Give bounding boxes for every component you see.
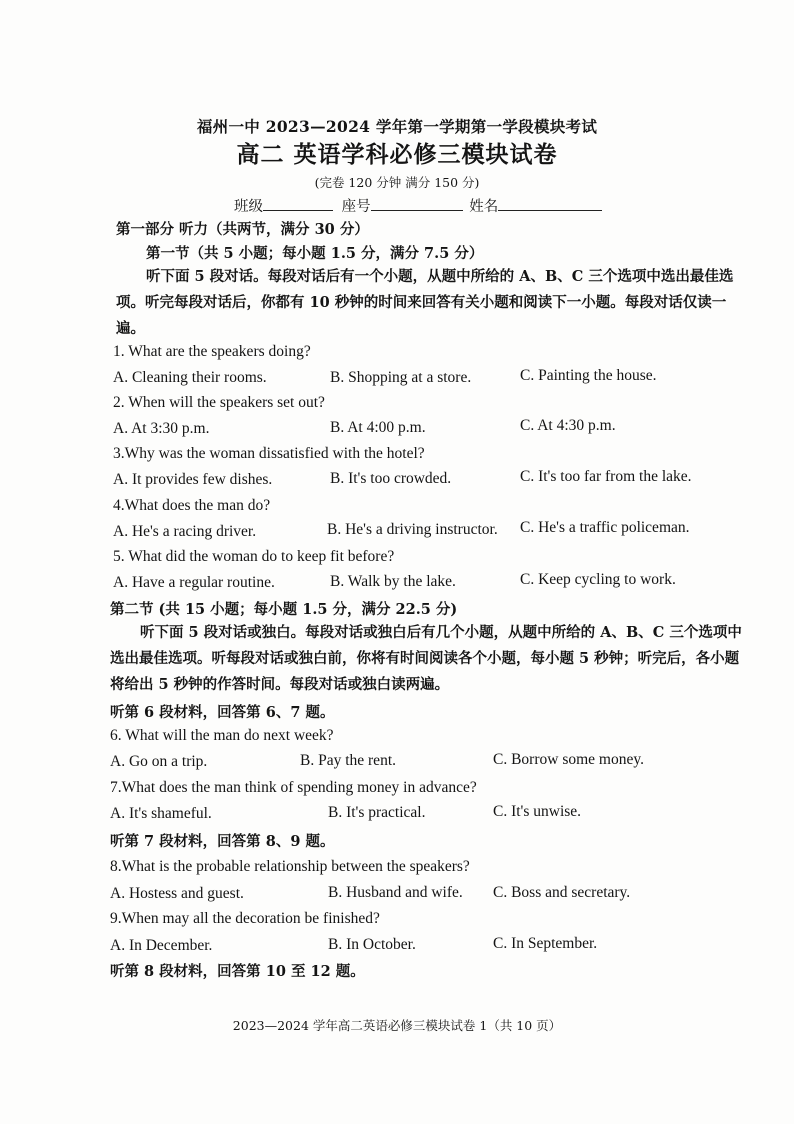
student-info-row — [234, 196, 602, 216]
q2-option-a: A. At 3:30 p.m. — [113, 420, 210, 437]
name-label: 姓名 — [469, 199, 499, 215]
question-1: 1. What are the speakers doing? — [113, 343, 311, 360]
q7-option-b: B. It's practical. — [328, 804, 426, 821]
section1-instructions: 听下面 5 段对话。每段对话后有一个小题，从题中所给的 A、B、C 三个选项中选出最佳选项。听完每段对话后，你都有 10 秒钟的时间来回答有关小题和阅读下一小题。每段对话仅读一遍。 — [116, 268, 734, 337]
question-9: 9.When may all the decoration be finished? — [110, 910, 380, 927]
exam-info: (完卷 120 分钟 满分 150 分) — [314, 175, 480, 190]
q2-option-c: C. At 4:30 p.m. — [520, 417, 616, 434]
q8-option-a: A. Hostess and guest. — [110, 885, 244, 902]
q1-option-a: A. Cleaning their rooms. — [113, 369, 267, 386]
q8-option-c: C. Boss and secretary. — [493, 884, 631, 901]
question-3: 3.Why was the woman dissatisfied with the hotel? — [113, 445, 425, 462]
material-6-label: 听第 6 段材料，回答第 6、7 题。 — [110, 704, 335, 721]
q3-option-b: B. It's too crowded. — [330, 470, 452, 487]
seat-field[interactable] — [371, 196, 463, 211]
main-title: 高二 英语学科必修三模块试卷 — [236, 141, 558, 168]
section2-instructions: 听下面 5 段对话或独白。每段对话或独白后有几个小题，从题中所给的 A、B、C 三个选项中选出最佳选项。听每段对话或独白前，你将有时间阅读各个小题，每小题 5 秒钟；听完后，各小题将给出 5 秒钟的作答时间。每段对话或独白读两遍。 — [110, 624, 742, 693]
school-title: 福州一中 2023—2024 学年第一学期第一学段模块考试 — [196, 117, 598, 136]
page-footer: 2023—2024 学年高二英语必修三模块试卷 1（共 10 页） — [232, 1018, 562, 1033]
section2-title: 第二节 (共 15 小题；每小题 1.5 分，满分 22.5 分) — [110, 601, 458, 618]
q1-option-b: B. Shopping at a store. — [330, 369, 472, 386]
question-6: 6. What will the man do next week? — [110, 727, 334, 744]
q6-option-b: B. Pay the rent. — [300, 752, 396, 769]
q1-option-c: C. Painting the house. — [520, 367, 657, 384]
q4-option-a: A. He's a racing driver. — [113, 523, 257, 540]
q8-option-b: B. Husband and wife. — [328, 884, 463, 901]
q2-option-b: B. At 4:00 p.m. — [330, 419, 426, 436]
material-7-label: 听第 7 段材料，回答第 8、9 题。 — [110, 833, 335, 850]
q9-option-c: C. In September. — [493, 935, 598, 952]
question-5: 5. What did the woman do to keep fit before? — [113, 548, 395, 565]
q4-option-c: C. He's a traffic policeman. — [520, 519, 690, 536]
name-field[interactable] — [498, 196, 602, 211]
q9-option-b: B. In October. — [328, 936, 416, 953]
class-field[interactable] — [263, 196, 333, 211]
q4-option-b: B. He's a driving instructor. — [327, 521, 498, 538]
part1-title: 第一部分 听力（共两节，满分 30 分） — [116, 221, 369, 238]
class-label: 班级 — [234, 199, 263, 215]
q5-option-a: A. Have a regular routine. — [113, 574, 275, 591]
question-8: 8.What is the probable relationship between the speakers? — [110, 858, 470, 875]
question-7: 7.What does the man think of spending money in advance? — [110, 779, 477, 796]
material-8-label: 听第 8 段材料，回答第 10 至 12 题。 — [110, 963, 365, 980]
q6-option-a: A. Go on a trip. — [110, 753, 208, 770]
q7-option-c: C. It's unwise. — [493, 803, 582, 820]
seat-label: 座号 — [341, 199, 371, 215]
q3-option-c: C. It's too far from the lake. — [520, 468, 692, 485]
section1-title: 第一节（共 5 小题；每小题 1.5 分，满分 7.5 分） — [146, 245, 484, 262]
q5-option-c: C. Keep cycling to work. — [520, 571, 676, 588]
q9-option-a: A. In December. — [110, 937, 213, 954]
q3-option-a: A. It provides few dishes. — [113, 471, 273, 488]
q6-option-c: C. Borrow some money. — [493, 751, 644, 768]
question-2: 2. When will the speakers set out? — [113, 394, 325, 411]
q7-option-a: A. It's shameful. — [110, 805, 212, 822]
q5-option-b: B. Walk by the lake. — [330, 573, 456, 590]
question-4: 4.What does the man do? — [113, 497, 271, 514]
